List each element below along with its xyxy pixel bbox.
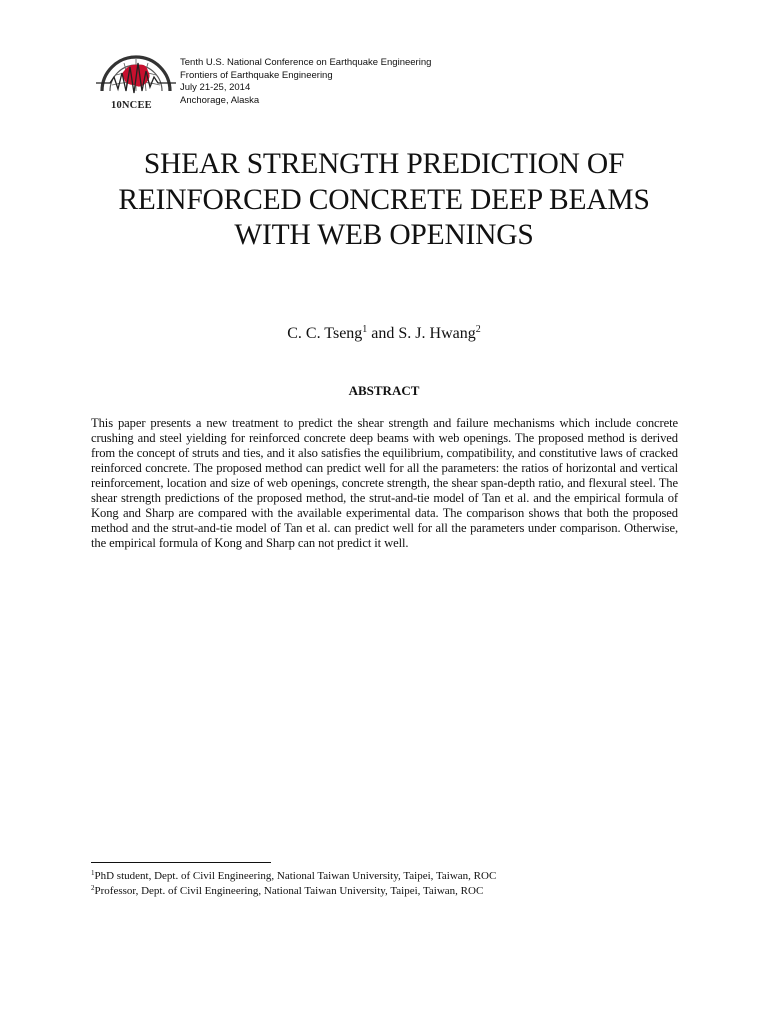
author-2-affiliation-mark: 2: [475, 324, 481, 335]
abstract-body: This paper presents a new treatment to predict the shear strength and failure mechanisms which include concrete crushing and steel yielding for reinforced concrete deep beams with web openings. The proposed method is derived from the concept of struts and ties, and it also satisfies the equilibrium, compatibility, and constitutive laws of cracked reinforced concrete. The proposed method can predict well for all the parameters: the ratios of horizontal and vertical reinforcement, location and size of web openings, concrete strength, the shear span-depth ratio, and flexural steel. The shear strength predictions of the proposed method, the strut-and-tie model of Tan et al. and the empirical formula of Kong and Sharp are compared with the available experimental data. The comparison shows that both the proposed method and the strut-and-tie model of Tan et al. can predict well for all the parameters under comparison. Otherwise, the empirical formula of Kong and Sharp can not predict it well.: [91, 416, 678, 551]
author-line: [0, 325, 768, 343]
logo-wordmark: 10NCEE: [111, 100, 152, 111]
footnote-1-mark: 1: [91, 869, 95, 877]
conference-name: Tenth U.S. National Conference on Earthquake Engineering: [180, 57, 432, 68]
footnote-1: [91, 869, 496, 884]
conference-dates: July 21-25, 2014: [180, 82, 251, 93]
title-line-1: SHEAR STRENGTH PREDICTION OF: [143, 148, 625, 180]
abstract-heading: ABSTRACT: [348, 383, 420, 398]
author-2-name: S. J. Hwang: [398, 325, 476, 342]
footnotes: [91, 869, 496, 898]
author-conjunction: and: [367, 325, 399, 342]
footnote-2-mark: 2: [91, 883, 95, 892]
footnote-divider: [91, 862, 271, 863]
title-line-2: REINFORCED CONCRETE DEEP BEAMS: [118, 183, 650, 216]
footnote-1-text: PhD student, Dept. of Civil Engineering, National Taiwan University, Taipei, Taiwan, ROC: [94, 870, 497, 882]
footnote-2: [91, 884, 496, 899]
author-1-affiliation-mark: 1: [362, 324, 368, 335]
conference-info: [180, 57, 431, 107]
footnote-2-text: Professor, Dept. of Civil Engineering, National Taiwan University, Taipei, Taiwan, ROC: [94, 884, 484, 897]
conference-theme: Frontiers of Earthquake Engineering: [180, 69, 333, 81]
paper-title: [60, 147, 708, 254]
conference-header: [94, 45, 694, 117]
conference-location: Anchorage, Alaska: [180, 94, 260, 106]
title-line-3: WITH WEB OPENINGS: [234, 219, 534, 251]
conference-logo: [94, 45, 178, 117]
author-1-name: C. C. Tseng: [287, 325, 363, 342]
